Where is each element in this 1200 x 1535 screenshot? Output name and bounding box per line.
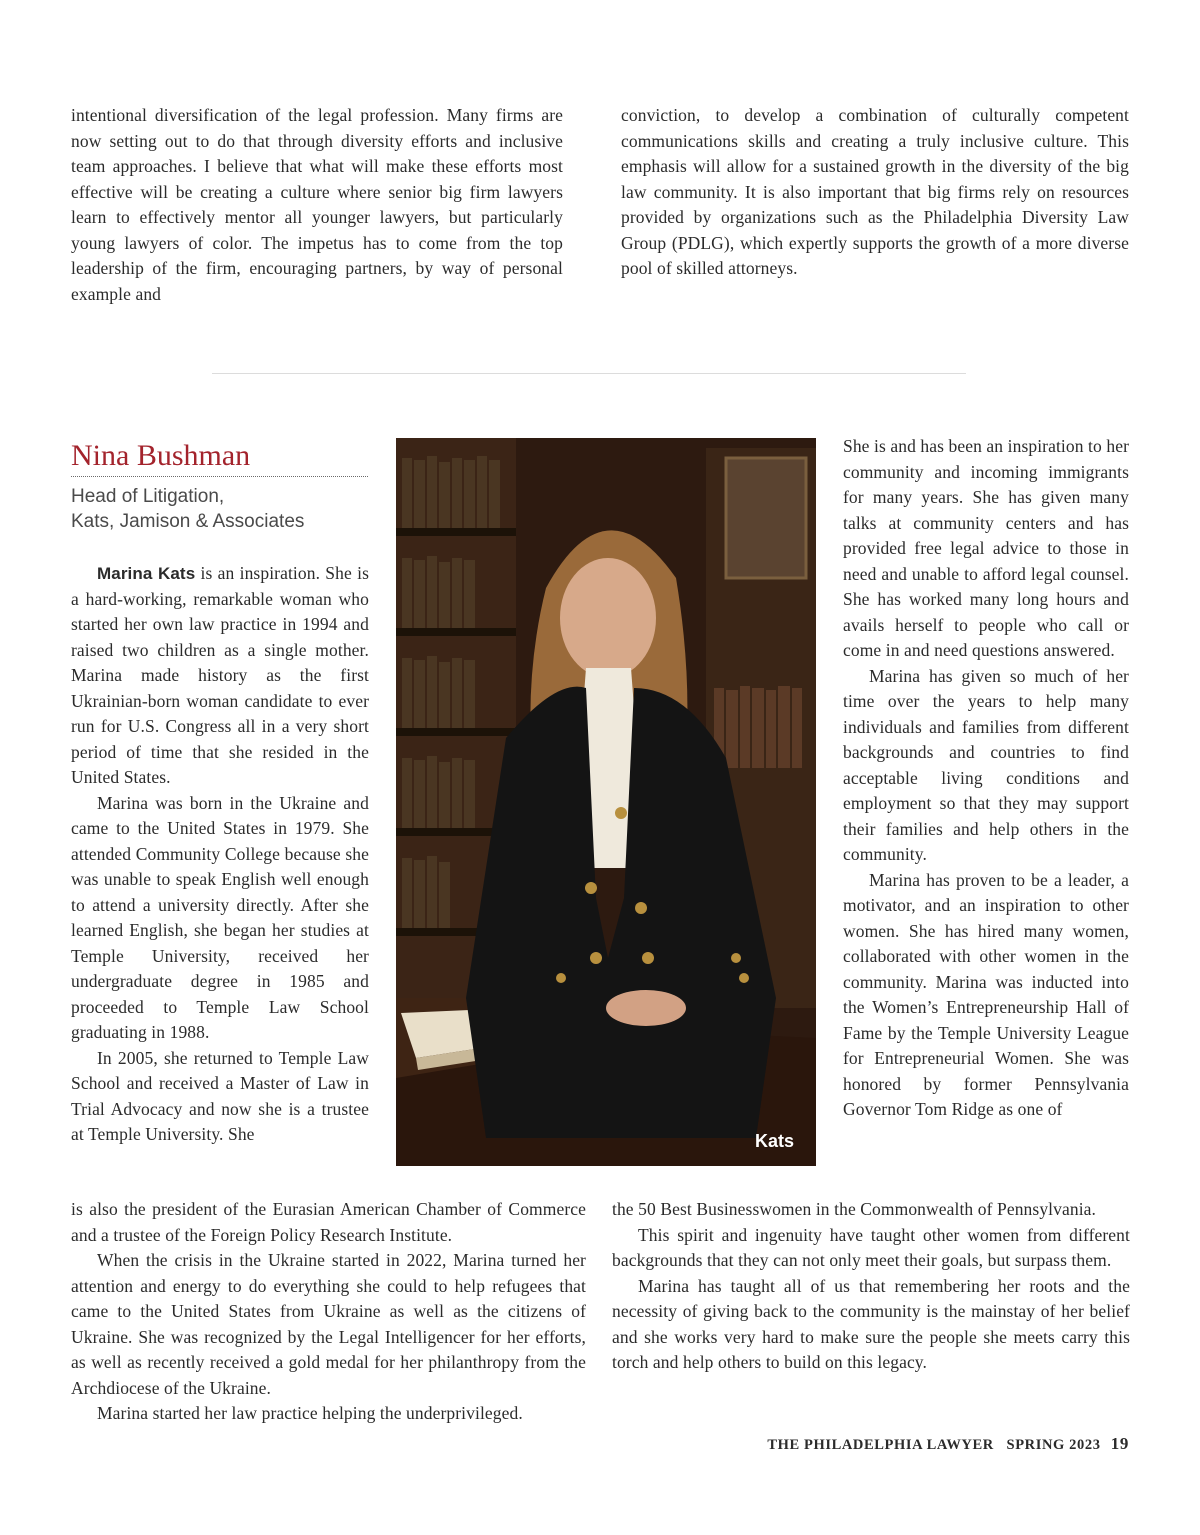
bottom-left-column xyxy=(71,1197,586,1427)
publication-name: THE PHILADELPHIA LAWYER xyxy=(767,1437,994,1453)
paragraph: Marina has given so much of her time over the years to help many individuals and families from different backgrounds and countries to find acceptable living conditions and employment so that they may support their families and help others in the community. xyxy=(843,665,1129,864)
page-number: 19 xyxy=(1110,1434,1129,1453)
paragraph: Marina has taught all of us that remembering her roots and the necessity of giving back to the community is the mainstay of her belief and she works very hard to make sure the people she meets carry this torch and help others to build on this legacy. xyxy=(612,1275,1130,1372)
bottom-right-column xyxy=(612,1197,1130,1376)
top-right-column xyxy=(621,103,1129,282)
top-left-column xyxy=(71,103,563,307)
section-divider xyxy=(212,373,966,374)
paragraph: In 2005, she returned to Temple Law School and received a Master of Law in Trial Advocacy and now she is a trustee at Temple University. She xyxy=(71,1047,369,1144)
author-role xyxy=(71,484,371,534)
paragraph: is also the president of the Eurasian American Chamber of Commerce and a trustee of the Foreign Policy Research Institute. xyxy=(71,1199,586,1245)
lead-name: Marina Kats xyxy=(97,564,196,583)
left-narrow-column xyxy=(71,561,369,1148)
paragraph xyxy=(71,561,369,791)
page-footer xyxy=(767,1434,1129,1454)
paragraph: She is and has been an inspiration to her community and incoming immigrants for many years. She has given many talks at community centers and has provided free legal advice to those in need and unable to afford legal counsel. She has worked many long hours and avails herself to people who call or come in and need questions answered. xyxy=(843,436,1129,660)
author-role-firm: Kats, Jamison & Associates xyxy=(71,511,305,532)
photo-caption: Kats xyxy=(754,1131,794,1151)
paragraph: Marina started her law practice helping the underprivileged. xyxy=(97,1403,523,1423)
issue-label: SPRING 2023 xyxy=(1006,1437,1101,1453)
top-left-paragraph: intentional diversification of the legal profession. Many firms are now setting out to do that through diversity efforts and inclusive team approaches. I believe that what will make these efforts most effective will be creating a culture where senior big firm lawyers learn to effectively mentor all younger lawyers, but particularly young lawyers of color. The impetus has to come from the top leadership of the firm, encouraging partners, by way of personal example and xyxy=(71,105,563,304)
paragraph: When the crisis in the Ukraine started in 2022, Marina turned her attention and energy to do everything she could to help refugees that came to the United States from Ukraine as well as the citizens of Ukraine. She was recognized by the Legal Intelligencer for her efforts, as well as recently received a gold medal for her philanthropy from the Archdiocese of the Ukraine. xyxy=(71,1250,586,1398)
top-right-paragraph: conviction, to develop a combination of culturally competent communications skills and creating a truly inclusive culture. This emphasis will allow for a sustained growth in the diversity of the big law community. It is also important that big firms rely on resources provided by organizations such as the Philadelphia Diversity Law Group (PDLG), which expertly supports the growth of a more diverse pool of skilled attorneys. xyxy=(621,105,1129,278)
paragraph: Marina was born in the Ukraine and came to the United States in 1979. She attended Community College because she was unable to speak English well enough to attend a university directly. After she learned English, she began her studies at Temple University, received her undergraduate degree in 1985 and proceeded to Temple Law School graduating in 1988. xyxy=(71,792,369,1042)
author-role-title: Head of Litigation, xyxy=(71,486,225,507)
author-name: Nina Bushman xyxy=(71,438,368,477)
right-narrow-column xyxy=(843,434,1129,1123)
portrait-photo xyxy=(396,438,816,1166)
portrait-illustration xyxy=(396,438,816,1166)
paragraph: This spirit and ingenuity have taught other women from different backgrounds that they can not only meet their goals, but surpass them. xyxy=(612,1224,1130,1270)
paragraph-text: is an inspiration. She is a hard-working, remarkable woman who started her own law practice in 1994 and raised two children as a single mother. Marina made history as the first Ukrainian-born woman candidate to ever run for U.S. Congress all in a very short period of time that she resided in the United States. xyxy=(71,563,369,787)
paragraph: the 50 Best Businesswomen in the Commonwealth of Pennsylvania. xyxy=(612,1199,1096,1219)
paragraph: Marina has proven to be a leader, a motivator, and an inspiration to other women. She has hired many women, collaborated with other women in the community. Marina was inducted into the Women’s Entrepreneurship Hall of Fame by the Temple University League for Entrepreneurial Women. She was honored by former Pennsylvania Governor Tom Ridge as one of xyxy=(843,869,1129,1119)
